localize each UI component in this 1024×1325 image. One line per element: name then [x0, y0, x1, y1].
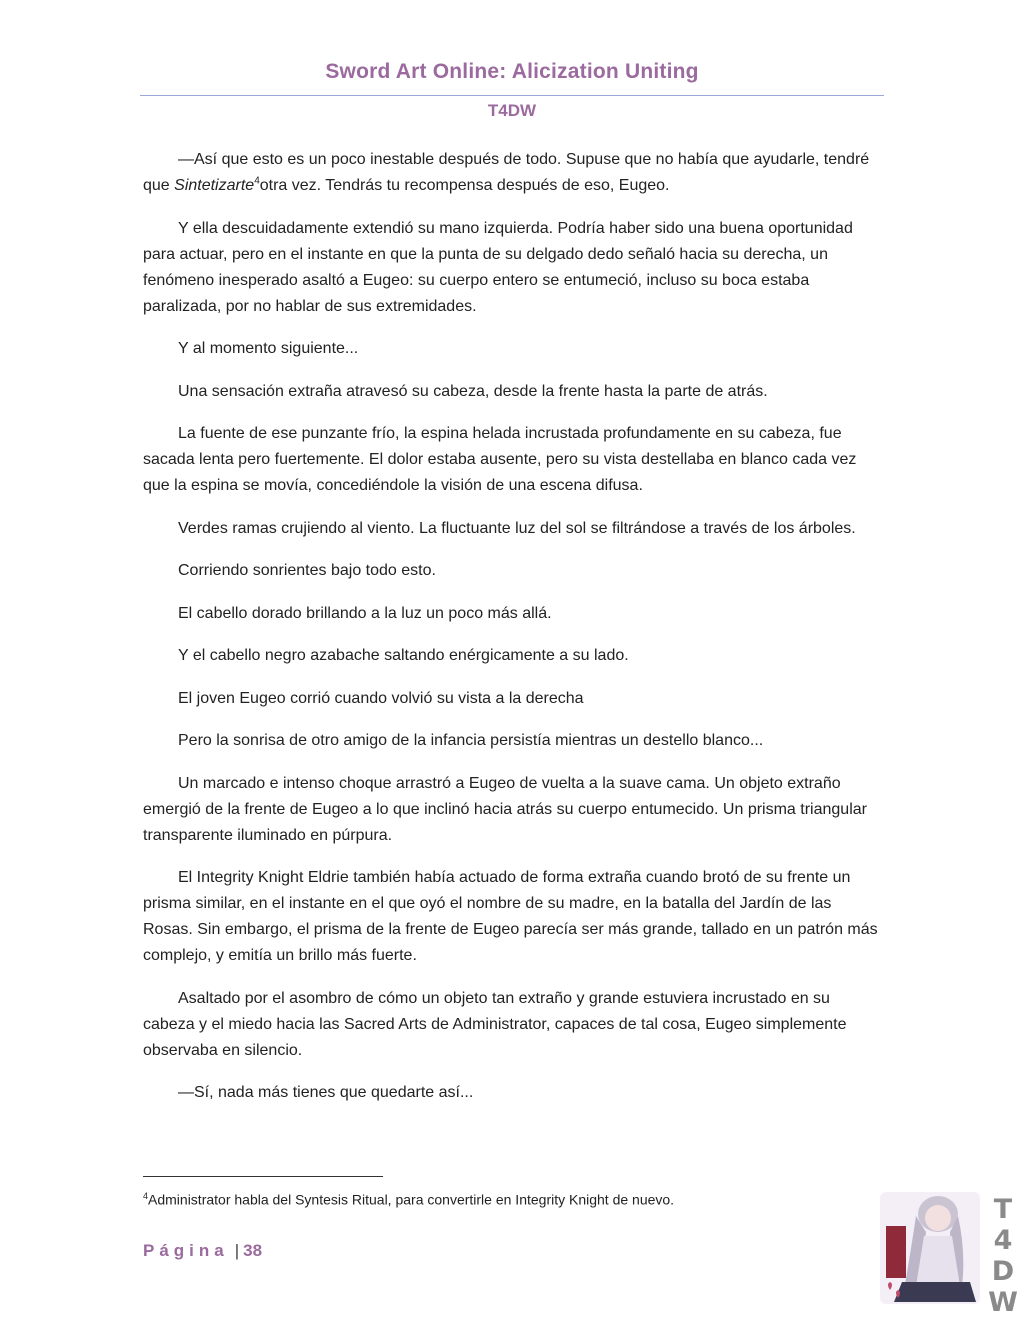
logo-letters — [986, 1194, 1020, 1318]
footnote-number: 4 — [143, 1191, 149, 1201]
paragraph: Un marcado e intenso choque arrastró a Eugeo de vuelta a la suave cama. Un objeto extraño emergió de la frente de Eugeo a lo que inclinó hacia atrás su cuerpo entumecido. Un prisma triangular transparente iluminado en púrpura. — [143, 774, 867, 844]
paragraph-text: —Así que esto es un poco inestable después de todo. Supuse que no había que ayudarle, tendré que — [143, 151, 870, 194]
page-footer — [143, 1241, 262, 1261]
paragraph: El Integrity Knight Eldrie también había actuado de forma extraña cuando brotó de su frente un prisma similar, en el instante en el que oyó el nombre de su madre, en la batalla del Jardín de las Rosas. Sin embargo, el prisma de la frente de Eugeo parecía ser más grande, tallado en un patrón más complejo, y emitía un brillo más fuerte. — [143, 869, 878, 964]
paragraph: El joven Eugeo corrió cuando volvió su vista a la derecha — [178, 689, 584, 707]
paragraph: Pero la sonrisa de otro amigo de la infancia persistía mientras un destello blanco... — [178, 732, 764, 749]
paragraph: Una sensación extraña atravesó su cabeza, desde la frente hasta la parte de atrás. — [178, 382, 768, 400]
footnote-divider — [143, 1176, 383, 1177]
paragraph: Verdes ramas crujiendo al viento. La fluctuante luz del sol se filtrándose a través de los árboles. — [178, 519, 856, 537]
paragraph-text: otra vez. Tendrás tu recompensa después de eso, Eugeo. — [259, 177, 670, 194]
paragraph: Y al momento siguiente... — [178, 340, 359, 357]
logo-letter: W — [988, 1287, 1018, 1318]
logo-letter: D — [991, 1256, 1015, 1287]
paragraph: El cabello dorado brillando a la luz un poco más allá. — [178, 604, 552, 622]
body-text — [143, 147, 885, 1123]
red-accent — [886, 1226, 906, 1278]
footnote-reference[interactable]: 4 — [254, 175, 260, 187]
paragraph — [143, 147, 885, 199]
paragraph: La fuente de ese punzante frío, la espina helada incrustada profundamente en su cabeza, fue sacada lenta pero fuertemente. El dolor estaba ausente, pero su vista destellaba en blanco cada vez que la espina se movía, concediéndole la visión de una escena difusa. — [143, 425, 857, 494]
paragraph: —Sí, nada más tienes que quedarte así... — [178, 1084, 474, 1101]
paragraph: Corriendo sonrientes bajo todo esto. — [178, 562, 436, 579]
italic-term: Sintetizarte — [174, 177, 255, 194]
page-label: Página — [143, 1241, 229, 1260]
header-divider — [140, 95, 884, 96]
paragraph: Y ella descuidadamente extendió su mano izquierda. Podría haber sido una buena oportunidad para actuar, pero en el instante en que la punta de su delgado dedo señaló hacia su derecha, un fenómeno inesperado asaltó a Eugeo: su cuerpo entero se entumeció, incluso su boca estaba paralizada, por no hablar de sus extremidades. — [143, 219, 853, 315]
dark-base — [894, 1282, 976, 1302]
page-number: 38 — [243, 1241, 263, 1260]
character-face — [925, 1205, 951, 1231]
paragraph: Y el cabello negro azabache saltando enérgicamente a su lado. — [178, 647, 629, 664]
document-subtitle: T4DW — [487, 101, 537, 120]
logo-letter: T — [993, 1194, 1013, 1225]
paragraph: Asaltado por el asombro de cómo un objeto tan extraño y grande estuviera incrustado en su cabeza y el miedo hacia las Sacred Arts de Administrator, capaces de tal cosa, Eugeo simplemente observaba en silencio. — [143, 989, 847, 1059]
logo-letter: 4 — [993, 1225, 1013, 1256]
page-separator: | — [234, 1241, 240, 1260]
footnote-text: Administrator habla del Syntesis Ritual, para convertirle en Integrity Knight de nuevo. — [148, 1191, 675, 1208]
footnote — [143, 1186, 885, 1210]
document-title: Sword Art Online: Alicization Uniting — [325, 60, 699, 83]
